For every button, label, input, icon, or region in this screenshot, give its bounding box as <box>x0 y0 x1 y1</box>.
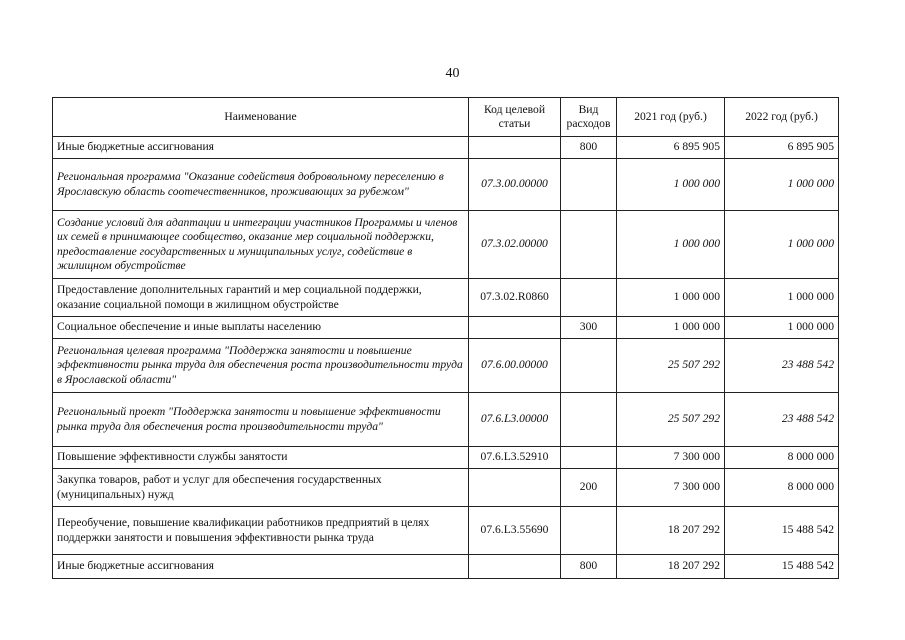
table-row <box>53 339 839 393</box>
table-row <box>53 211 839 279</box>
header-2021: 2021 год (руб.) <box>617 98 725 137</box>
row-name: Закупка товаров, работ и услуг для обеспечения государственных (муниципальных) нужд <box>53 469 469 507</box>
row-2022: 23 488 542 <box>725 393 839 447</box>
row-name: Региональная целевая программа "Поддержка занятости и повышение эффективности рынка труда для обеспечения роста производительности труда в Ярославской области" <box>53 339 469 393</box>
row-code: 07.6.L3.00000 <box>469 393 561 447</box>
row-2022: 1 000 000 <box>725 159 839 211</box>
row-2022: 15 488 542 <box>725 555 839 579</box>
table-header-row <box>53 98 839 137</box>
row-name: Региональный проект "Поддержка занятости и повышение эффективности рынка труда для обеспечения роста производительности труда" <box>53 393 469 447</box>
row-name: Социальное обеспечение и иные выплаты населению <box>53 317 469 339</box>
row-2021: 1 000 000 <box>617 279 725 317</box>
row-code <box>469 469 561 507</box>
row-2022: 1 000 000 <box>725 279 839 317</box>
row-2021: 1 000 000 <box>617 211 725 279</box>
row-2022: 8 000 000 <box>725 447 839 469</box>
header-2022: 2022 год (руб.) <box>725 98 839 137</box>
budget-table <box>52 97 839 579</box>
row-code: 07.6.00.00000 <box>469 339 561 393</box>
row-type: 800 <box>561 137 617 159</box>
row-type <box>561 279 617 317</box>
table-row <box>53 507 839 555</box>
page-number: 40 <box>445 66 460 81</box>
row-type: 800 <box>561 555 617 579</box>
table-row <box>53 469 839 507</box>
row-2021: 18 207 292 <box>617 507 725 555</box>
row-type <box>561 393 617 447</box>
row-type <box>561 339 617 393</box>
row-name: Создание условий для адаптации и интеграции участников Программы и членов их семей в принимающее сообщество, оказание мер социальной поддержки, предоставление государственных и муниципальных услуг, содействие в жилищном обустройстве <box>53 211 469 279</box>
row-code <box>469 317 561 339</box>
row-name: Иные бюджетные ассигнования <box>53 555 469 579</box>
row-2022: 1 000 000 <box>725 211 839 279</box>
row-type <box>561 211 617 279</box>
row-2022: 23 488 542 <box>725 339 839 393</box>
table-row <box>53 555 839 579</box>
row-code: 07.6.L3.52910 <box>469 447 561 469</box>
header-name: Наименование <box>53 98 469 137</box>
row-2021: 25 507 292 <box>617 339 725 393</box>
row-2022: 8 000 000 <box>725 469 839 507</box>
row-name: Повышение эффективности службы занятости <box>53 447 469 469</box>
row-name: Иные бюджетные ассигнования <box>53 137 469 159</box>
table-row <box>53 393 839 447</box>
row-2021: 1 000 000 <box>617 159 725 211</box>
row-2021: 7 300 000 <box>617 447 725 469</box>
row-2021: 6 895 905 <box>617 137 725 159</box>
row-2022: 15 488 542 <box>725 507 839 555</box>
row-type <box>561 447 617 469</box>
row-2021: 1 000 000 <box>617 317 725 339</box>
row-type: 200 <box>561 469 617 507</box>
table-row <box>53 447 839 469</box>
row-type <box>561 507 617 555</box>
row-code: 07.3.02.R0860 <box>469 279 561 317</box>
row-2021: 25 507 292 <box>617 393 725 447</box>
header-code: Код целевой статьи <box>469 98 561 137</box>
row-name: Переобучение, повышение квалификации работников предприятий в целях поддержки занятости и повышения эффективности рынка труда <box>53 507 469 555</box>
row-code: 07.6.L3.55690 <box>469 507 561 555</box>
row-code <box>469 137 561 159</box>
row-name: Региональная программа "Оказание содействия добровольному переселению в Ярославскую область соотечественников, проживающих за рубежом" <box>53 159 469 211</box>
row-2022: 1 000 000 <box>725 317 839 339</box>
row-type: 300 <box>561 317 617 339</box>
table-row <box>53 317 839 339</box>
header-type: Вид расходов <box>561 98 617 137</box>
row-type <box>561 159 617 211</box>
table-row <box>53 159 839 211</box>
row-2021: 18 207 292 <box>617 555 725 579</box>
row-2021: 7 300 000 <box>617 469 725 507</box>
row-code <box>469 555 561 579</box>
table-row <box>53 137 839 159</box>
table-row <box>53 279 839 317</box>
row-name: Предоставление дополнительных гарантий и мер социальной поддержки, оказание социальной помощи в жилищном обустройстве <box>53 279 469 317</box>
row-code: 07.3.00.00000 <box>469 159 561 211</box>
row-code: 07.3.02.00000 <box>469 211 561 279</box>
row-2022: 6 895 905 <box>725 137 839 159</box>
